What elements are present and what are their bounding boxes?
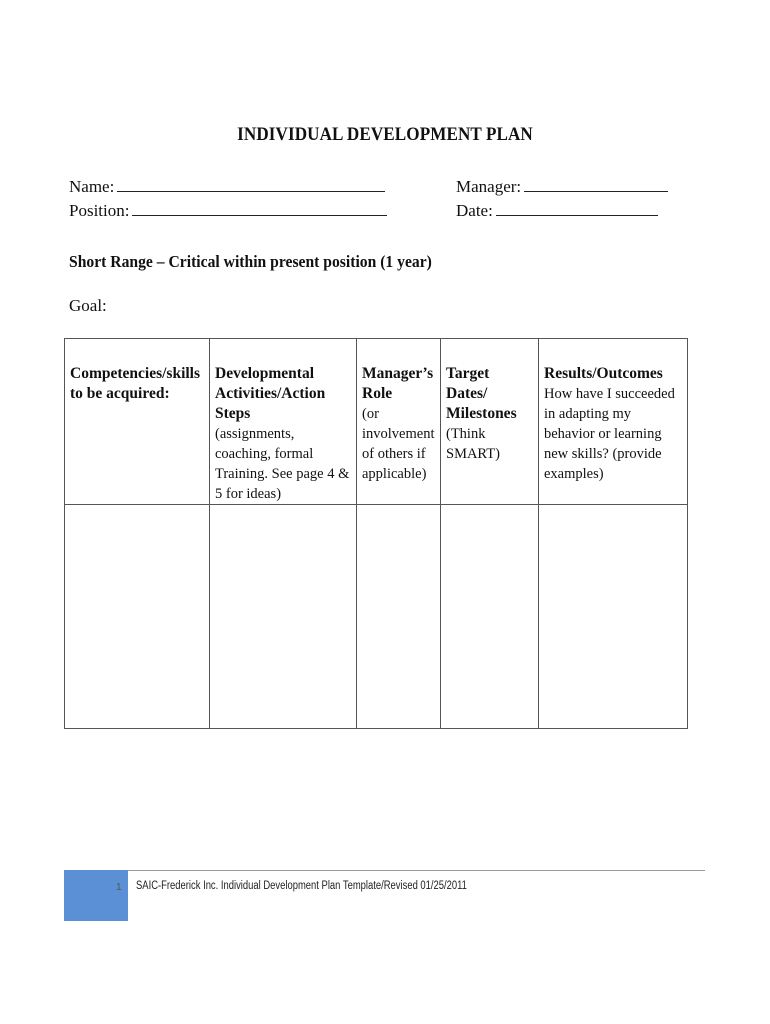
date-field[interactable] <box>456 201 658 221</box>
column-note: (assignments, coaching, formal Training. See page 4 & 5 for ideas) <box>215 426 350 502</box>
table-entry-row <box>65 505 688 729</box>
header-cell-target-dates <box>441 339 539 505</box>
manager-blank-line[interactable] <box>524 178 668 192</box>
position-blank-line[interactable] <box>132 202 387 216</box>
column-heading: Competencies/skills to be acquired: <box>70 365 201 402</box>
name-label: Name: <box>69 177 115 196</box>
column-heading: Results/Outcomes <box>544 365 663 382</box>
header-cell-activities <box>210 339 357 505</box>
column-heading: Developmental Activities/Action Steps <box>215 365 326 422</box>
entry-cell-results[interactable] <box>539 505 688 729</box>
footer-divider <box>128 870 705 871</box>
manager-field[interactable] <box>456 177 668 197</box>
date-blank-line[interactable] <box>496 202 658 216</box>
header-cell-managers-role <box>357 339 441 505</box>
document-title: INDIVIDUAL DEVELOPMENT PLAN <box>237 124 533 145</box>
footer-text: SAIC-Frederick Inc. Individual Development Plan Template/Revised 01/25/2011 <box>136 880 467 892</box>
section-heading: Short Range – Critical within present position (1 year) <box>69 252 432 271</box>
position-label: Position: <box>69 201 130 220</box>
manager-label: Manager: <box>456 177 522 196</box>
position-field[interactable] <box>69 201 387 221</box>
column-heading: Manager’s Role <box>362 365 434 402</box>
header-cell-competencies <box>65 339 210 505</box>
name-field[interactable] <box>69 177 385 197</box>
footer-accent-block <box>64 870 128 921</box>
entry-cell-competencies[interactable] <box>65 505 210 729</box>
column-note: How have I succeeded in adapting my behavior or learning new skills? (provide examples) <box>544 386 675 482</box>
column-note: (or involvement of others if applicable) <box>362 406 435 482</box>
entry-cell-target-dates[interactable] <box>441 505 539 729</box>
column-heading: Target Dates/ Milestones <box>446 365 517 422</box>
name-blank-line[interactable] <box>117 178 385 192</box>
date-label: Date: <box>456 201 493 220</box>
column-note: (Think SMART) <box>446 426 500 462</box>
development-plan-table <box>64 338 688 729</box>
header-cell-results <box>539 339 688 505</box>
table-header-row <box>65 339 688 505</box>
goal-label: Goal: <box>69 296 107 315</box>
entry-cell-managers-role[interactable] <box>357 505 441 729</box>
entry-cell-activities[interactable] <box>210 505 357 729</box>
page-number: 1 <box>116 882 122 893</box>
